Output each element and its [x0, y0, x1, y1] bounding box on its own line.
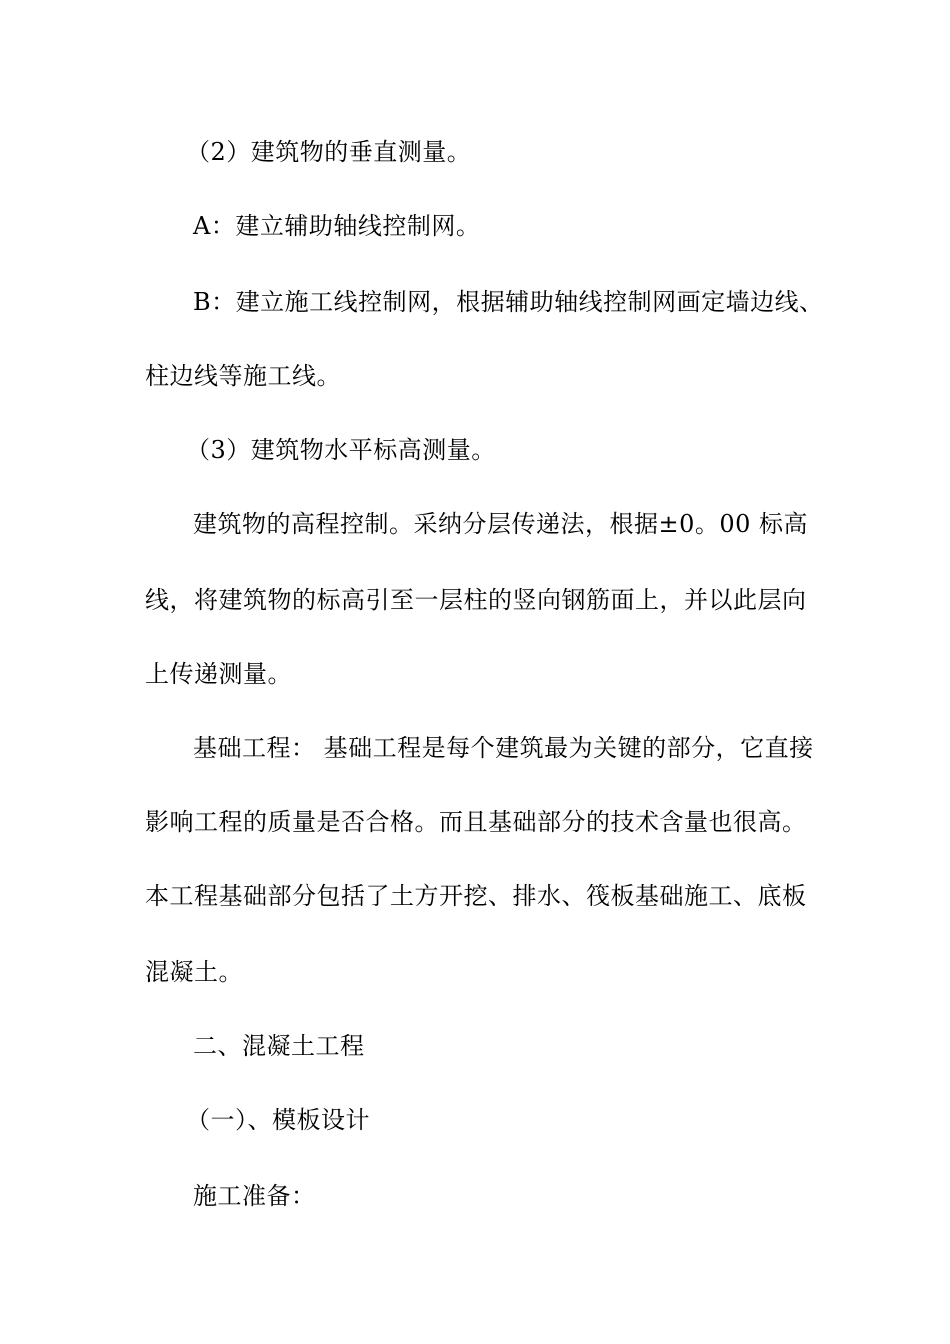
paragraph-elevation-line-2: 线，将建筑物的标高引至一层柱的竖向钢筋面上，并以此层向 — [145, 586, 807, 614]
paragraph-foundation-line-2: 影响工程的质量是否合格。而且基础部分的技术含量也很高。 — [145, 808, 807, 836]
item-b-line-1: B：建立施工线控制网，根据辅助轴线控制网画定墙边线、 — [193, 288, 824, 316]
item-b-line-2: 柱边线等施工线。 — [145, 362, 341, 390]
label-construction-prep: 施工准备： — [193, 1182, 316, 1210]
subheading-level-survey: （3）建筑物水平标高测量。 — [186, 436, 496, 464]
paragraph-foundation-line-4: 混凝土。 — [145, 958, 243, 986]
paragraph-elevation-line-1: 建筑物的高程控制。采纳分层传递法，根据±0。00 标高 — [193, 510, 809, 538]
subheading-vertical-survey: （2）建筑物的垂直测量。 — [186, 138, 472, 166]
section-heading-concrete: 二、混凝土工程 — [193, 1032, 365, 1060]
item-a: A：建立辅助轴线控制网。 — [193, 212, 481, 240]
paragraph-foundation-line-3: 本工程基础部分包括了土方开挖、排水、筏板基础施工、底板 — [145, 882, 807, 910]
paragraph-foundation-line-1: 基础工程： 基础工程是每个建筑最为关键的部分，它直接 — [193, 734, 814, 762]
paragraph-elevation-line-3: 上传递测量。 — [145, 660, 292, 688]
subsection-heading-formwork: （一）、模板设计 — [186, 1106, 370, 1134]
